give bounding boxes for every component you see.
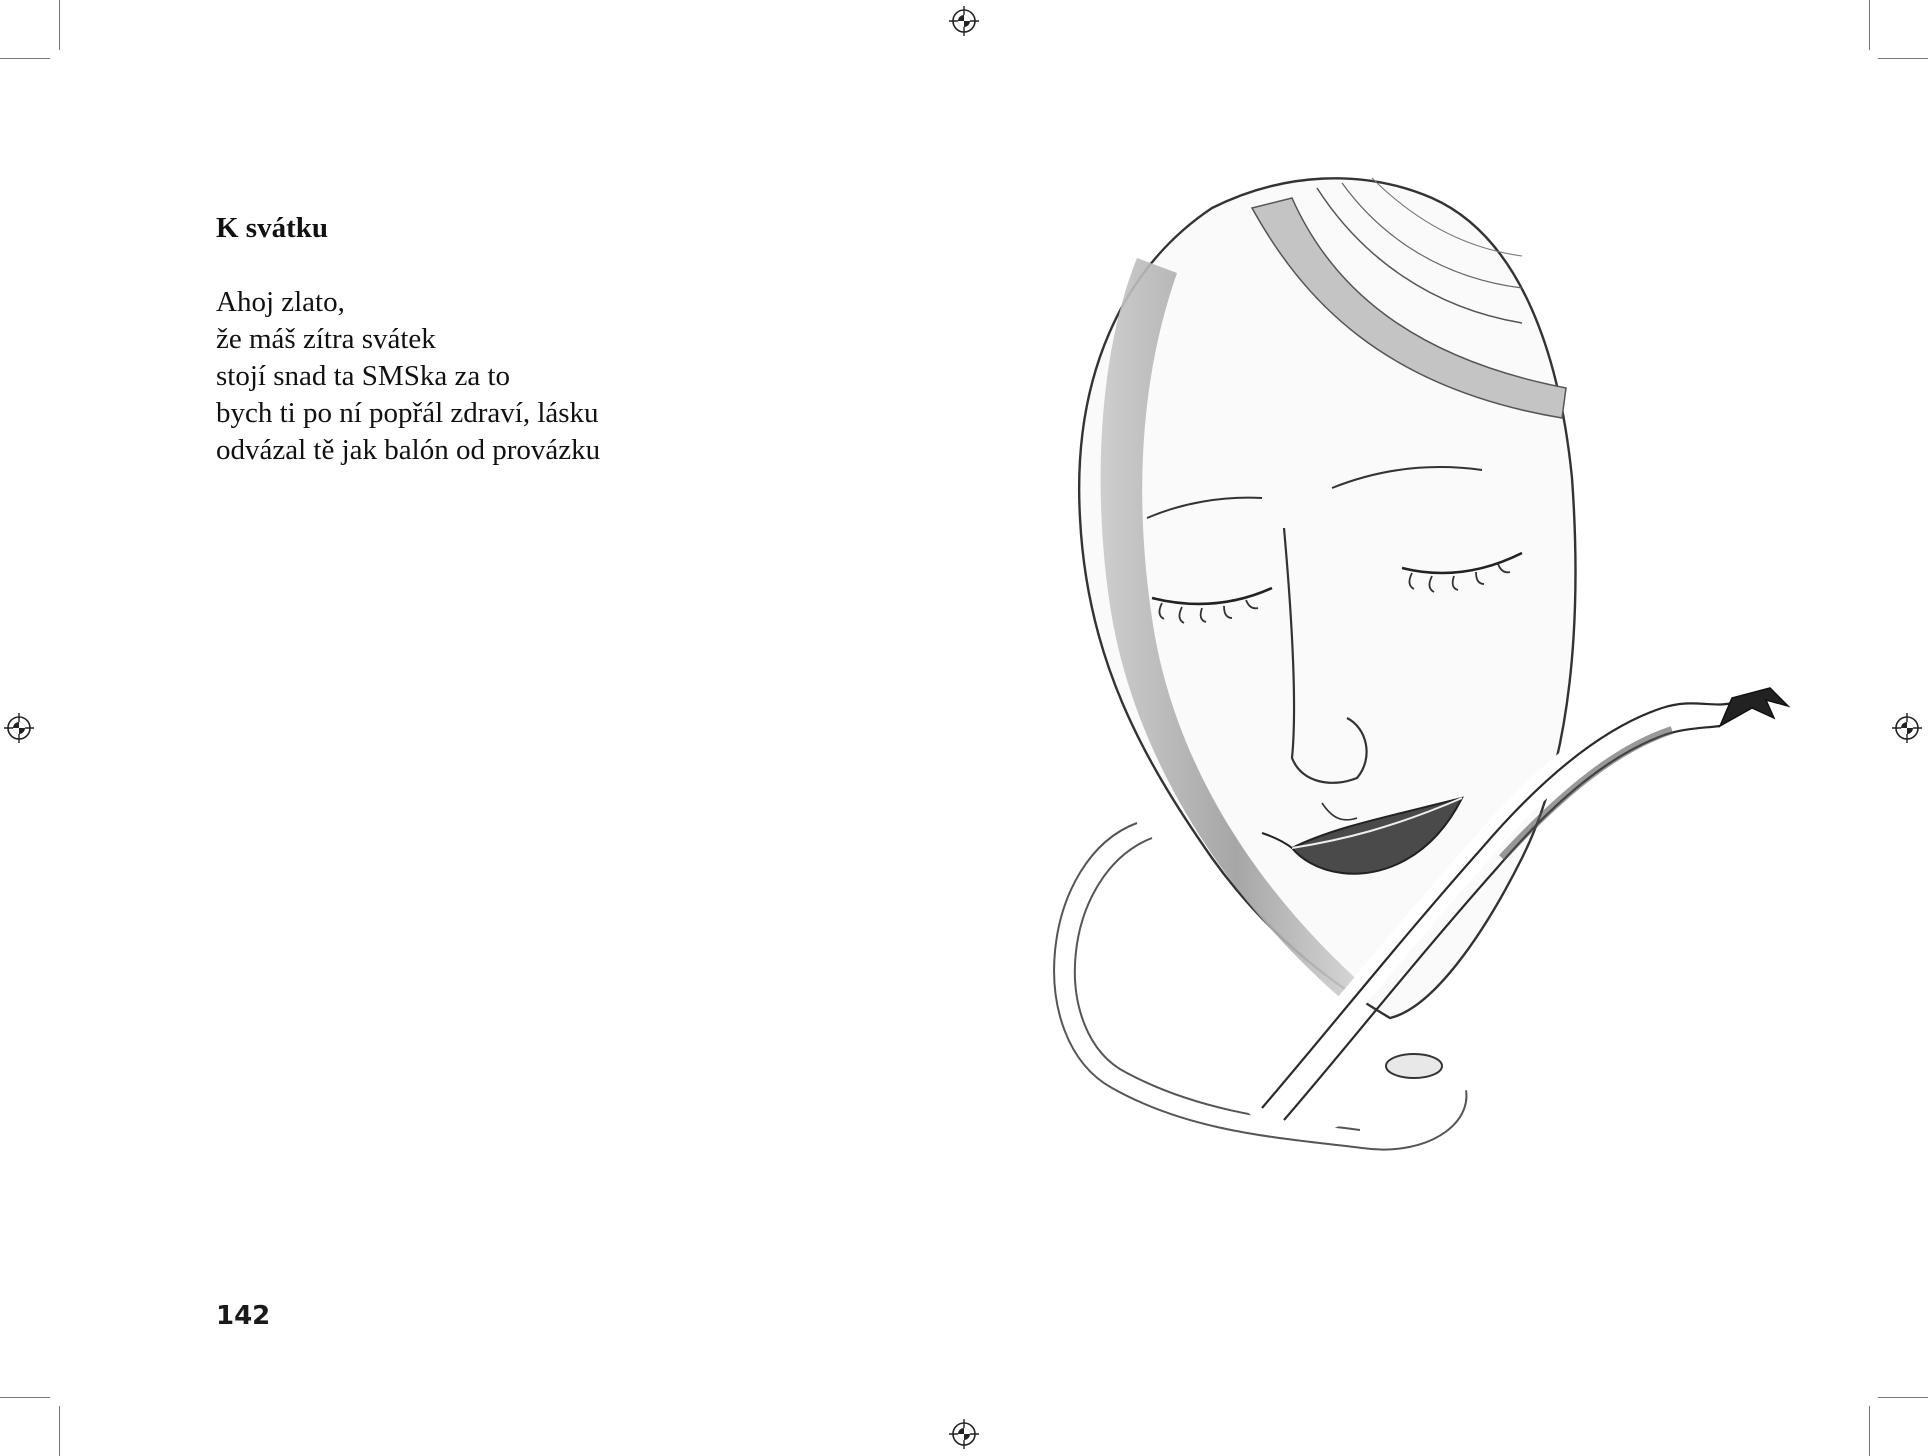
balloon-face-illustration [962, 58, 1870, 1398]
registration-target-icon [949, 1419, 979, 1449]
poem-line: odvázal tě jak balón od provázku [216, 434, 601, 466]
balloon-knot [1386, 1054, 1442, 1078]
poem-title: K svátku [216, 212, 329, 244]
poem-line: bych ti po ní popřál zdraví, lásku [216, 397, 599, 429]
crop-mark [59, 1406, 60, 1456]
crop-mark [59, 0, 60, 50]
page-number: 142 [216, 1301, 271, 1331]
registration-target-icon [949, 6, 979, 36]
poem-line: že máš zítra svátek [216, 323, 436, 355]
poem-text [216, 284, 600, 469]
registration-target-icon [1892, 713, 1922, 743]
crop-mark [0, 58, 50, 59]
crop-mark [1869, 1406, 1870, 1456]
crop-mark [1878, 1397, 1928, 1398]
crop-mark [0, 1397, 50, 1398]
poem-line: Ahoj zlato, [216, 286, 345, 318]
registration-target-icon [4, 713, 34, 743]
poem-line: stojí snad ta SMSka za to [216, 360, 511, 392]
crop-mark [1878, 58, 1928, 59]
crop-mark [1869, 0, 1870, 50]
